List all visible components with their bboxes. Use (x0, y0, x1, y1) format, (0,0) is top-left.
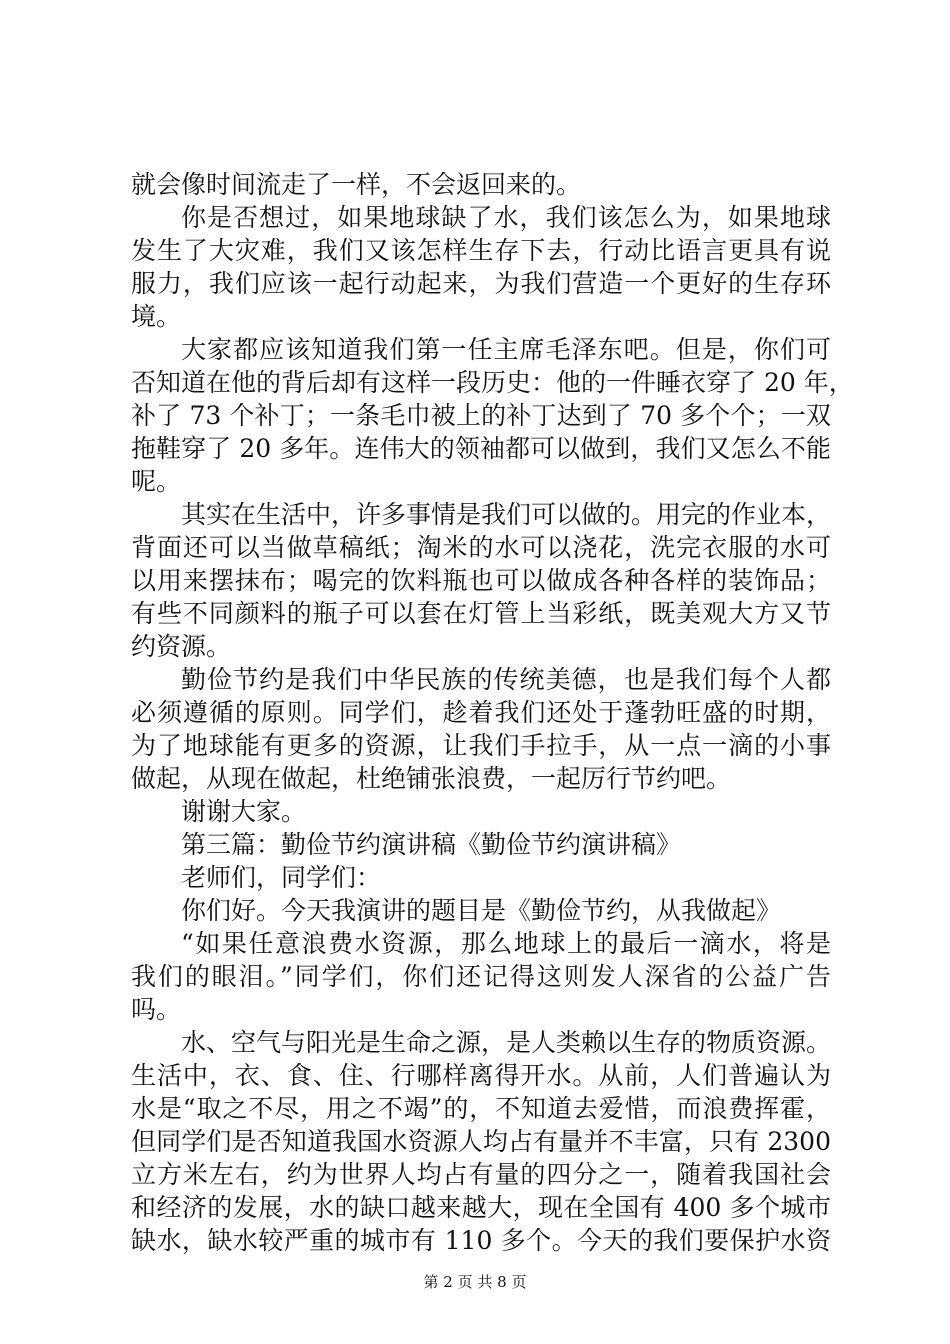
text-line: 补了 73 个补丁；一条毛巾被上的补丁达到了 70 多个个；一双 (131, 401, 831, 430)
text-line: 以用来摆抹布；喝完的饮料瓶也可以做成各种各样的装饰品； (131, 566, 831, 595)
text-line: 否知道在他的背后却有这样一段历史：他的一件睡衣穿了 20 年， (131, 368, 854, 397)
text-line: 境。 (131, 302, 182, 331)
document-body (131, 168, 854, 1257)
text-line: 老师们，同学们： (181, 863, 382, 892)
text-line: 我们的眼泪。”同学们，你们还记得这则发人深省的公益广告 (131, 962, 831, 991)
text-line: 但同学们是否知道我国水资源人均占有量并不丰富，只有 2300 (131, 1127, 831, 1156)
text-line: 服力，我们应该一起行动起来，为我们营造一个更好的生存环 (131, 269, 831, 298)
text-line: 背面还可以当做草稿纸；淘米的水可以浇花，洗完衣服的水可 (131, 533, 831, 562)
text-line: 为了地球能有更多的资源，让我们手拉手，从一点一滴的小事 (131, 731, 831, 760)
page-footer: 第 2 页 共 8 页 (423, 1273, 527, 1291)
text-line: 立方米左右，约为世界人均占有量的四分之一，随着我国社会 (131, 1160, 831, 1189)
text-line: 勤俭节约是我们中华民族的传统美德，也是我们每个人都 (181, 665, 831, 694)
text-line: 有些不同颜料的瓶子可以套在灯管上当彩纸，既美观大方又节 (131, 599, 831, 628)
text-line: 水、空气与阳光是生命之源，是人类赖以生存的物质资源。 (181, 1028, 832, 1057)
text-line: 发生了大灾难，我们又该怎样生存下去，行动比语言更具有说 (131, 236, 831, 265)
text-line: 生活中，衣、食、住、行哪样离得开水。从前，人们普遍认为 (131, 1061, 831, 1090)
text-line: 你是否想过，如果地球缺了水，我们该怎么为，如果地球 (181, 203, 831, 232)
text-line: 约资源。 (131, 632, 232, 661)
text-line: 和经济的发展，水的缺口越来越大，现在全国有 400 多个城市 (131, 1193, 831, 1222)
text-line: 其实在生活中，许多事情是我们可以做的。用完的作业本， (181, 500, 832, 529)
text-line: 大家都应该知道我们第一任主席毛泽东吧。但是，你们可 (181, 335, 831, 364)
text-line: 就会像时间流走了一样，不会返回来的。 (131, 170, 582, 199)
text-line: 谢谢大家。 (181, 797, 307, 826)
text-line: 呢。 (131, 467, 182, 496)
text-line: 缺水，缺水较严重的城市有 110 多个。今天的我们要保护水资 (131, 1226, 831, 1255)
text-line: 水是“取之不尽，用之不竭”的，不知道去爱惜，而浪费挥霍， (131, 1094, 831, 1123)
text-line: 必须遵循的原则。同学们，趁着我们还处于蓬勃旺盛的时期， (131, 698, 831, 727)
text-line: 拖鞋穿了 20 多年。连伟大的领袖都可以做到，我们又怎么不能 (131, 434, 831, 463)
text-line: 做起，从现在做起，杜绝铺张浪费，一起厉行节约吧。 (131, 764, 732, 793)
text-line: 吗。 (131, 995, 182, 1024)
text-line: “如果任意浪费水资源，那么地球上的最后一滴水，将是 (181, 929, 831, 958)
text-line: 你们好。今天我演讲的题目是《勤俭节约，从我做起》 (181, 896, 782, 925)
text-line: 第三篇：勤俭节约演讲稿《勤俭节约演讲稿》 (181, 830, 682, 859)
